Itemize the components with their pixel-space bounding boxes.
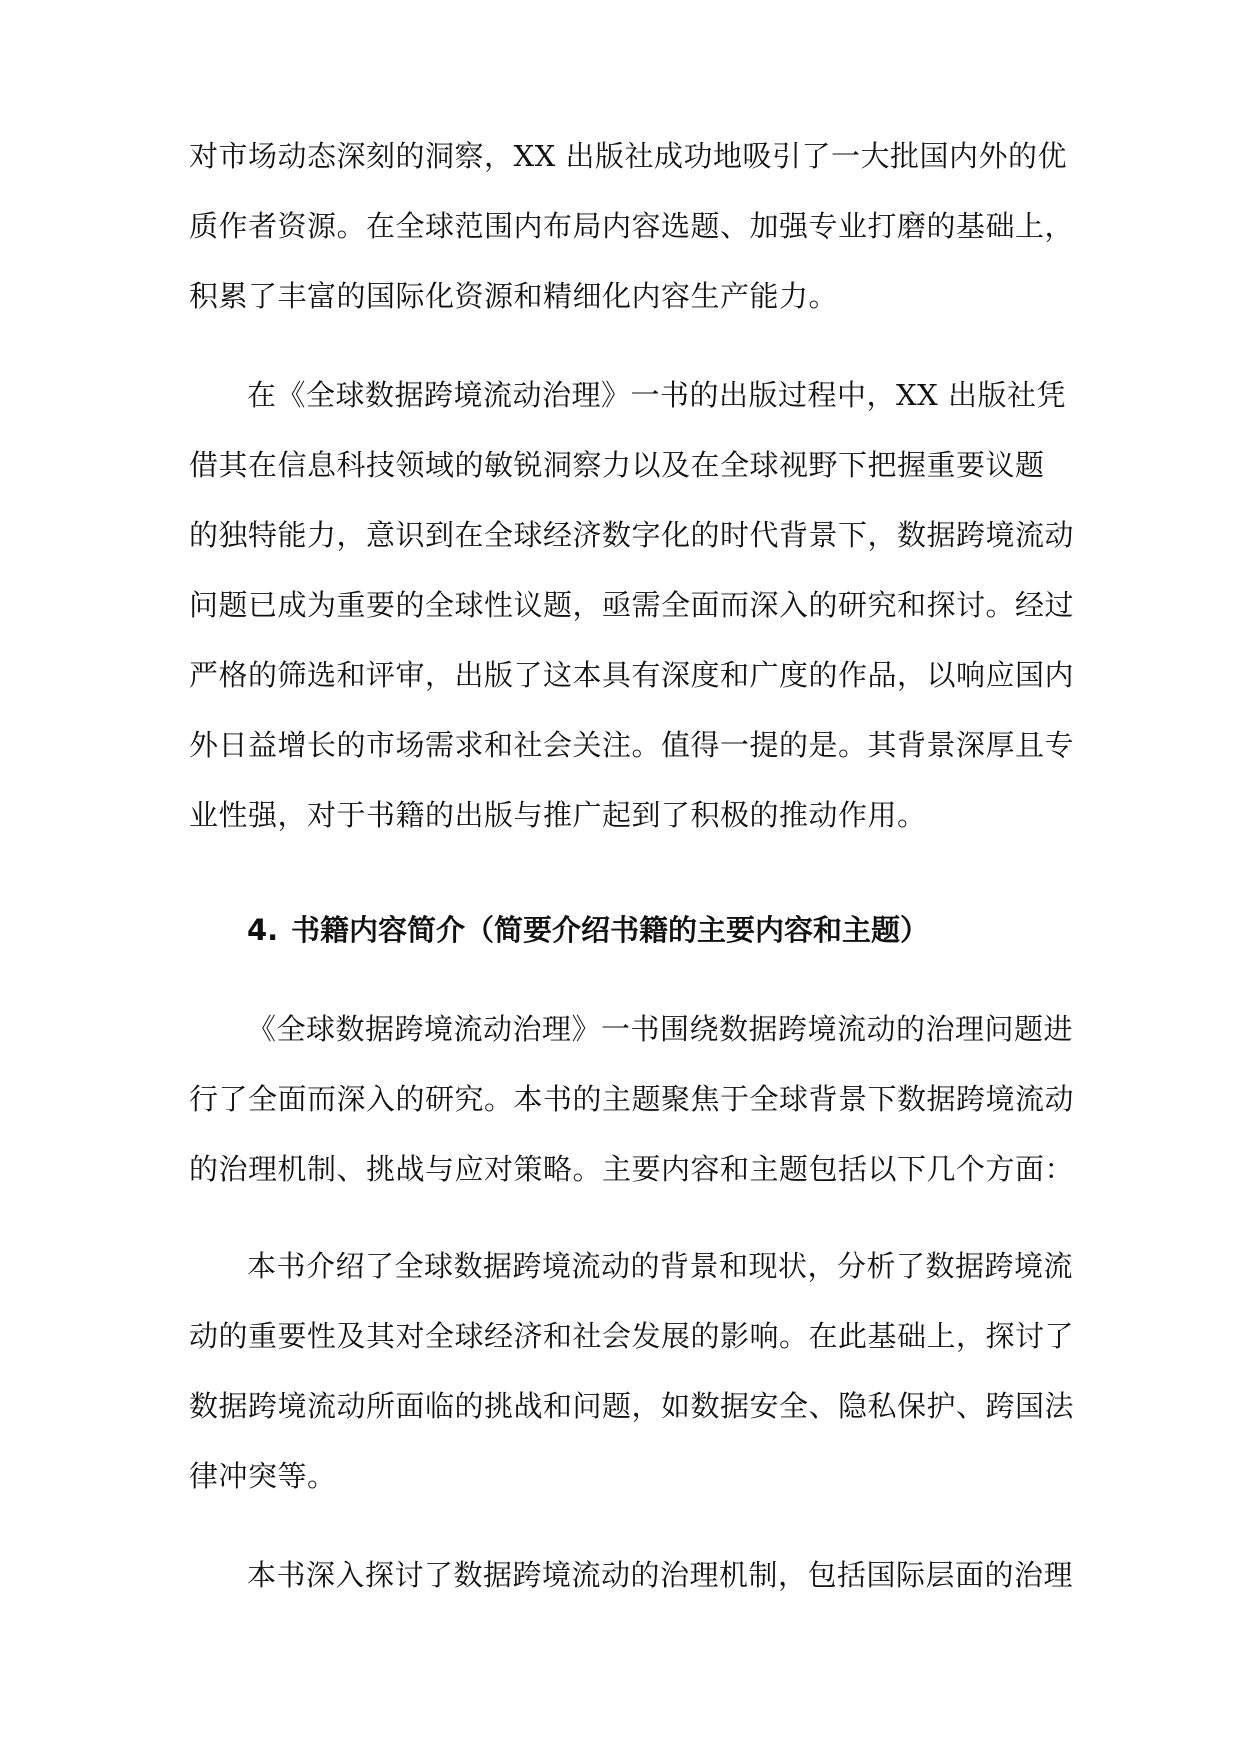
paragraph-2-line-7: 业性强，对于书籍的出版与推广起到了积极的推动作用。 bbox=[189, 798, 927, 832]
paragraph-2-line-3: 的独特能力，意识到在全球经济数字化的时代背景下，数据跨境流动 bbox=[189, 518, 1075, 552]
section-4-number: 4. bbox=[247, 913, 279, 947]
paragraph-2-line-2: 借其在信息科技领域的敏锐洞察力以及在全球视野下把握重要议题 bbox=[189, 448, 1045, 482]
paragraph-1-line-3: 积累了丰富的国际化资源和精细化内容生产能力。 bbox=[189, 279, 839, 313]
paragraph-1-line-2: 质作者资源。在全球范围内布局内容选题、加强专业打磨的基础上， bbox=[189, 209, 1075, 243]
paragraph-3-line-1: 《全球数据跨境流动治理》一书围绕数据跨境流动的治理问题进 bbox=[247, 1012, 1074, 1046]
paragraph-4-line-1: 本书介绍了全球数据跨境流动的背景和现状，分析了数据跨境流 bbox=[247, 1249, 1074, 1283]
paragraph-2-line-5: 严格的筛选和评审，出版了这本具有深度和广度的作品，以响应国内 bbox=[189, 658, 1075, 692]
paragraph-3-line-2: 行了全面而深入的研究。本书的主题聚焦于全球背景下数据跨境流动 bbox=[189, 1082, 1075, 1116]
section-4-heading bbox=[247, 910, 929, 950]
paragraph-2-line-6: 外日益增长的市场需求和社会关注。值得一提的是。其背景深厚且专 bbox=[189, 728, 1075, 762]
paragraph-5-line-1: 本书深入探讨了数据跨境流动的治理机制，包括国际层面的治理 bbox=[247, 1558, 1074, 1592]
paragraph-4-line-2: 动的重要性及其对全球经济和社会发展的影响。在此基础上，探讨了 bbox=[189, 1319, 1075, 1353]
paragraph-2-line-4: 问题已成为重要的全球性议题，亟需全面而深入的研究和探讨。经过 bbox=[189, 588, 1075, 622]
paragraph-4-line-3: 数据跨境流动所面临的挑战和问题，如数据安全、隐私保护、跨国法 bbox=[189, 1389, 1075, 1423]
paragraph-4-line-4: 律冲突等。 bbox=[189, 1459, 337, 1493]
paragraph-2-line-1: 在《全球数据跨境流动治理》一书的出版过程中，XX 出版社凭 bbox=[247, 378, 1067, 412]
paragraph-1-line-1: 对市场动态深刻的洞察，XX 出版社成功地吸引了一大批国内外的优 bbox=[189, 139, 1068, 173]
paragraph-3-line-3: 的治理机制、挑战与应对策略。主要内容和主题包括以下几个方面： bbox=[189, 1152, 1075, 1186]
section-4-title: 书籍内容简介（简要介绍书籍的主要内容和主题） bbox=[291, 913, 930, 947]
